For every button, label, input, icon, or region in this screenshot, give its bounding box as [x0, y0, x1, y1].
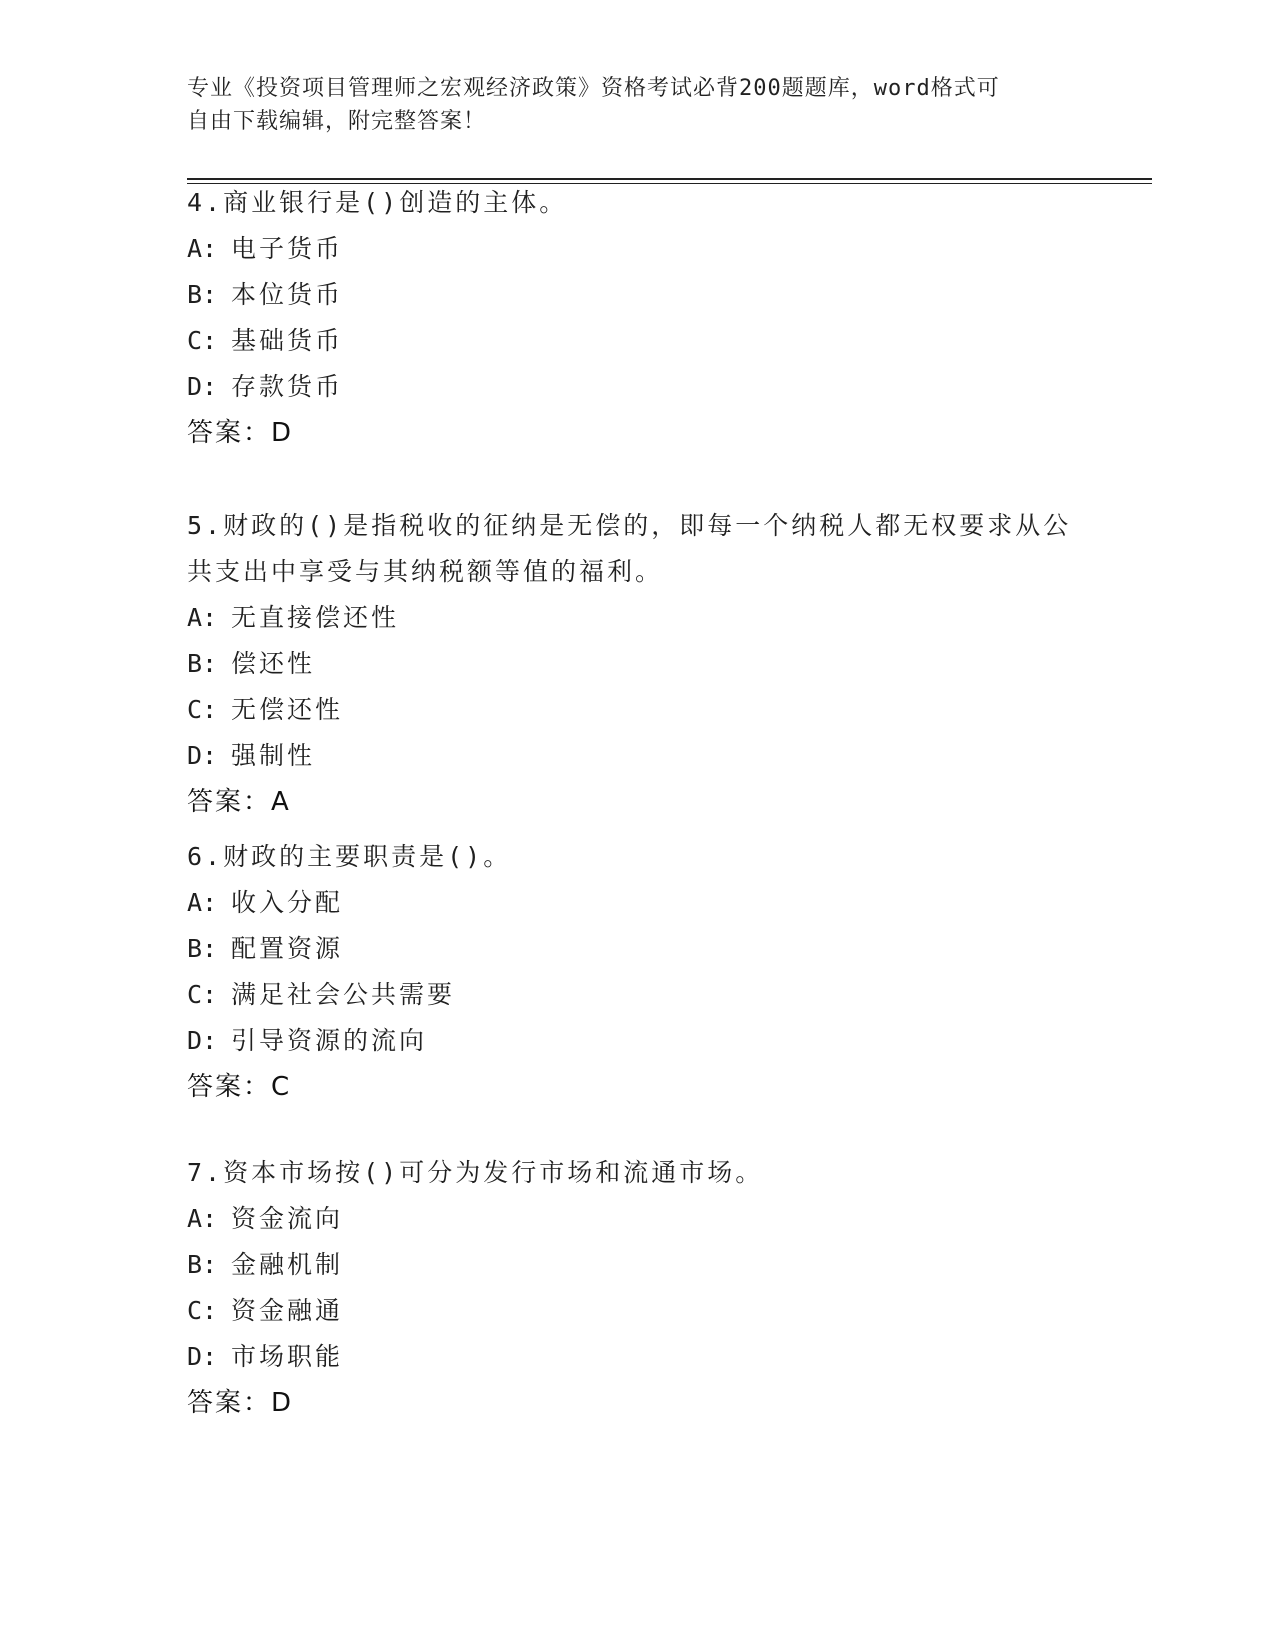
question-6	[187, 834, 1087, 1110]
header-title-line-1: 专业《投资项目管理师之宏观经济政策》资格考试必背200题题库，word格式可	[187, 76, 1000, 101]
option-key: B:	[187, 934, 218, 963]
answer: 答案：D	[187, 1388, 294, 1418]
option-key: B:	[187, 649, 218, 678]
option-d	[187, 364, 1087, 410]
option-d	[187, 1018, 1087, 1064]
option-text: 资金流向	[231, 1204, 344, 1233]
option-key: A:	[187, 888, 218, 917]
question-stem: 6.财政的主要职责是()。	[187, 842, 512, 871]
option-text: 存款货币	[231, 372, 344, 401]
option-key: C:	[187, 695, 218, 724]
option-key: B:	[187, 280, 218, 309]
option-text: 引导资源的流向	[231, 1026, 428, 1055]
option-text: 收入分配	[231, 888, 344, 917]
option-c	[187, 687, 1087, 733]
option-text: 无偿还性	[231, 695, 344, 724]
option-key: B:	[187, 1250, 218, 1279]
option-b	[187, 272, 1087, 318]
option-c	[187, 318, 1087, 364]
option-text: 强制性	[231, 741, 316, 770]
document-header	[187, 72, 1067, 138]
option-text: 电子货币	[231, 234, 344, 263]
option-b	[187, 1242, 1087, 1288]
option-key: A:	[187, 1204, 218, 1233]
question-5	[187, 503, 1087, 825]
option-b	[187, 641, 1087, 687]
option-d	[187, 733, 1087, 779]
question-stem: 5.财政的()是指税收的征纳是无偿的，即每一个纳税人都无权要求从公共支出中享受与其纳税额等值的福利。	[187, 511, 1072, 586]
option-key: A:	[187, 603, 218, 632]
option-text: 基础货币	[231, 326, 344, 355]
option-c	[187, 972, 1087, 1018]
question-stem: 7.资本市场按()可分为发行市场和流通市场。	[187, 1158, 764, 1187]
option-key: C:	[187, 1296, 218, 1325]
option-text: 资金融通	[231, 1296, 344, 1325]
option-text: 偿还性	[231, 649, 316, 678]
option-c	[187, 1288, 1087, 1334]
option-text: 满足社会公共需要	[231, 980, 456, 1009]
question-stem: 4.商业银行是()创造的主体。	[187, 188, 568, 217]
option-key: D:	[187, 372, 218, 401]
option-a	[187, 595, 1087, 641]
header-title-line-2: 自由下载编辑，附完整答案！	[187, 109, 487, 134]
question-4	[187, 180, 1087, 456]
option-b	[187, 926, 1087, 972]
option-key: C:	[187, 980, 218, 1009]
option-text: 市场职能	[231, 1342, 344, 1371]
option-text: 无直接偿还性	[231, 603, 400, 632]
option-key: D:	[187, 741, 218, 770]
option-d	[187, 1334, 1087, 1380]
option-key: C:	[187, 326, 218, 355]
question-7	[187, 1150, 1087, 1426]
option-a	[187, 226, 1087, 272]
answer: 答案：D	[187, 418, 294, 448]
option-key: A:	[187, 234, 218, 263]
option-a	[187, 1196, 1087, 1242]
option-text: 配置资源	[231, 934, 344, 963]
option-text: 本位货币	[231, 280, 344, 309]
option-text: 金融机制	[231, 1250, 344, 1279]
answer: 答案：A	[187, 787, 291, 817]
option-a	[187, 880, 1087, 926]
option-key: D:	[187, 1342, 218, 1371]
answer: 答案：C	[187, 1072, 292, 1102]
option-key: D:	[187, 1026, 218, 1055]
